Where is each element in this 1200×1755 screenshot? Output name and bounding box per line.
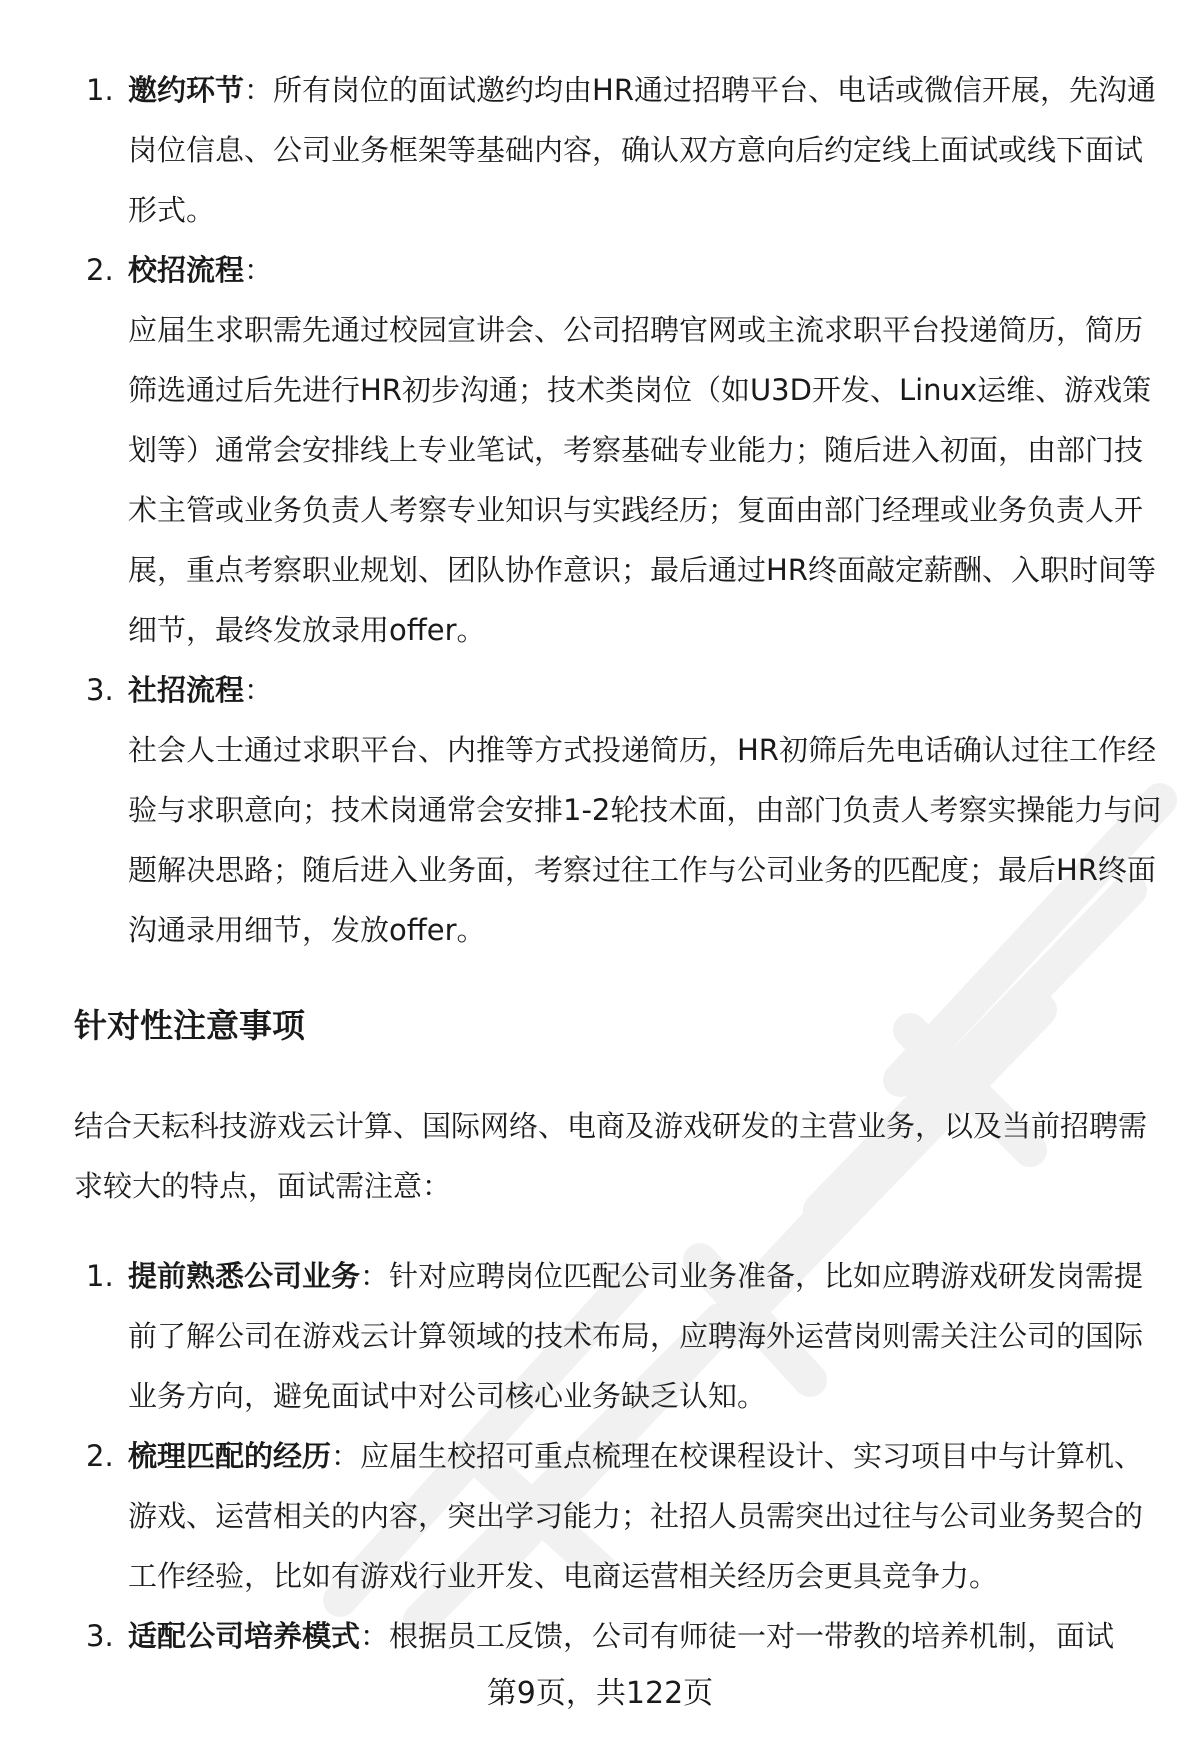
- item-text: 社会人士通过求职平台、内推等方式投递简历，HR初筛后先电话确认过往工作经验与求职意向；技术岗通常会安排1-2轮技术面，由部门负责人考察实操能力与问题解决思路；随后进入业务面，考察过往工作与公司业务的匹配度；最后HR终面沟通录用细节，发放offer。: [128, 733, 1162, 947]
- list-number: 2.: [86, 253, 114, 287]
- page-number-footer: 第9页，共122页: [486, 1676, 714, 1711]
- item-title: 提前熟悉公司业务: [128, 1259, 361, 1293]
- tips-item-training: [74, 1606, 1164, 1666]
- item-title: 邀约环节: [128, 73, 245, 107]
- list-number: 2.: [86, 1439, 114, 1473]
- item-title: 校招流程: [128, 253, 245, 287]
- item-colon: ：: [244, 253, 274, 287]
- process-item-campus: [74, 240, 1164, 660]
- item-text: 根据员工反馈，公司有师徒一对一带教的培养机制，面试: [389, 1619, 1115, 1653]
- item-colon: ：: [331, 1439, 361, 1473]
- item-text: 应届生校招可重点梳理在校课程设计、实习项目中与计算机、游戏、运营相关的内容，突出学习能力；社招人员需突出过往与公司业务契合的工作经验，比如有游戏行业开发、电商运营相关经历会更具竞争力。: [128, 1439, 1144, 1593]
- list-number: 3.: [86, 673, 114, 707]
- tips-item-experience: [74, 1426, 1164, 1606]
- process-item-social: [74, 660, 1164, 960]
- item-colon: ：: [360, 1619, 390, 1653]
- item-text: 应届生求职需先通过校园宣讲会、公司招聘官网或主流求职平台投递简历，简历筛选通过后先进行HR初步沟通；技术类岗位（如U3D开发、Linux运维、游戏策划等）通常会安排线上专业笔试，考察基础专业能力；随后进入初面，由部门技术主管或业务负责人考察专业知识与实践经历；复面由部门经理或业务负责人开展，重点考察职业规划、团队协作意识；最后通过HR终面敲定薪酬、入职时间等细节，最终发放录用offer。: [128, 313, 1156, 647]
- item-text: 针对应聘岗位匹配公司业务准备，比如应聘游戏研发岗需提前了解公司在游戏云计算领域的技术布局，应聘海外运营岗则需关注公司的国际业务方向，避免面试中对公司核心业务缺乏认知。: [128, 1259, 1144, 1413]
- list-number: 3.: [86, 1619, 114, 1653]
- item-colon: ：: [360, 1259, 390, 1293]
- document-content: [74, 60, 1164, 1666]
- list-number: 1.: [86, 1259, 114, 1293]
- item-colon: ：: [244, 73, 274, 107]
- item-title: 梳理匹配的经历: [128, 1439, 332, 1473]
- item-colon: ：: [244, 673, 274, 707]
- process-list: [74, 60, 1164, 960]
- item-title: 适配公司培养模式: [128, 1619, 361, 1653]
- section-heading: 针对性注意事项: [74, 1006, 305, 1045]
- section-intro: 结合天耘科技游戏云计算、国际网络、电商及游戏研发的主营业务，以及当前招聘需求较大的特点，面试需注意：: [74, 1109, 1148, 1203]
- tips-list: [74, 1246, 1164, 1666]
- item-text: 所有岗位的面试邀约均由HR通过招聘平台、电话或微信开展，先沟通岗位信息、公司业务框架等基础内容，确认双方意向后约定线上面试或线下面试形式。: [128, 73, 1156, 227]
- tips-item-business: [74, 1246, 1164, 1426]
- list-number: 1.: [86, 73, 114, 107]
- process-item-invitation: [74, 60, 1164, 240]
- item-title: 社招流程: [128, 673, 245, 707]
